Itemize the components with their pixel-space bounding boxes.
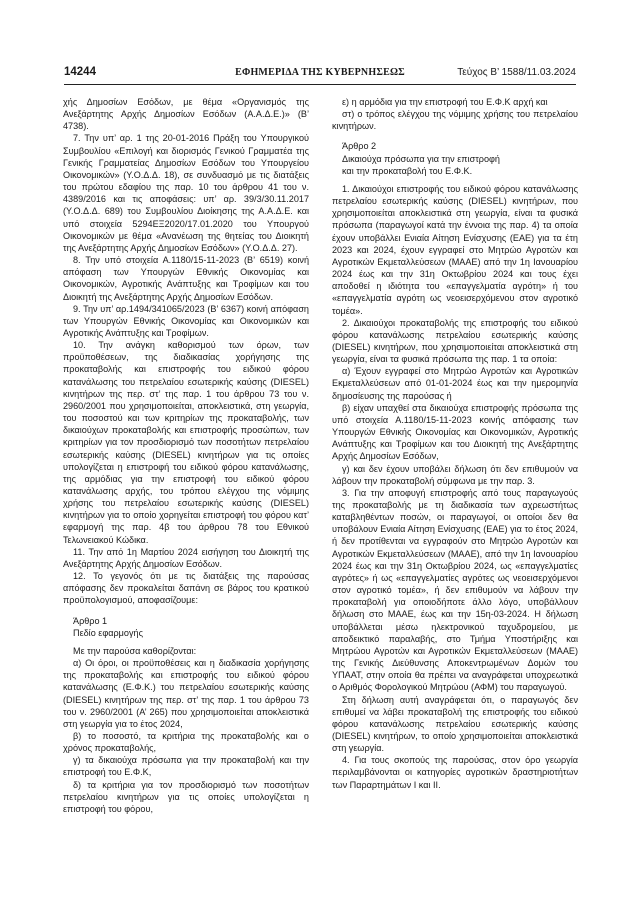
- journal-title: ΕΦΗΜΕΡΙΔΑ ΤΗΣ ΚΥΒΕΡΝΗΣΕΩΣ: [235, 67, 405, 78]
- paragraph: α) Οι όροι, οι προϋποθέσεις και η διαδικασία χορήγησης της προκαταβολής και επιστροφής του ειδικού φόρου κατανάλωσης (Ε.Φ.Κ.) του πετρελαίου εσωτερικής καύσης (DIESEL) κινητήρων της περ. στ’ της παρ. 1 του άρθρου 73 του ν. 2960/2001 (Α’ 265) που χρησιμοποιείται αποκλειστικά στη γεωργία για το έτος 2024,: [63, 658, 309, 729]
- paragraph: δ) τα κριτήρια για τον προσδιορισμό των ποσοτήτων πετρελαίου κινητήρων για τις οποίες υπολογίζεται η επιστροφή του φόρου,: [63, 779, 309, 814]
- article-subtitle: Δικαιούχα πρόσωπα για την επιστροφή: [342, 153, 500, 164]
- paragraph: 2. Δικαιούχοι προκαταβολής της επιστροφής του ειδικού φόρου κατανάλωσης πετρελαίου εσωτερικής καύσης (DIESEL) κινητήρων, που χρησιμοποιείται αποκλειστικά στη γεωργία, είναι τα φυσικά πρόσωπα της παρ. 1 τα οποία:: [332, 317, 578, 365]
- paragraph: στ) ο τρόπος ελέγχου της νόμιμης χρήσης του πετρελαίου κινητήρων.: [332, 109, 578, 132]
- paragraph: 7. Την υπ’ αρ. 1 της 20-01-2016 Πράξη του Υπουργικού Συμβουλίου «Επιλογή και διορισμός Γενικού Γραμματέα της Γενικής Γραμματείας Δημοσίων Εσόδων του Υπουργείου Οικονομικών» (Υ.Ο.Δ.Δ. 18), σε συνδυασμό με τις διατάξεις του πρώτου εδαφίου της παρ. 10 του άρθρου 41 του ν. 4389/2016 και τις αποφάσεις: υπ’ αρ. 39/3/30.11.2017 (Υ.Ο.Δ.Δ. 689) του Συμβουλίου Διοίκησης της Α.Α.Δ.Ε. και υπό στοιχεία 5294ΕΞ2020/17.01.2020 του Υπουργού Οικονομικών με θέμα «Ανανέωση της θητείας του Διοικητή της Ανεξάρτητης Αρχής Δημοσίων Εσόδων» (Υ.Ο.Δ.Δ. 27).: [63, 133, 309, 253]
- article-heading: Άρθρο 2: [342, 141, 377, 152]
- paragraph: β) είχαν υπαχθεί στα δικαιούχα επιστροφής πρόσωπα της υπό στοιχεία Α.1180/15-11-2023 κοινής απόφασης των Υπουργών Εθνικής Οικονομίας και Οικονομικών, Αγροτικής Ανάπτυξης και Τροφίμων και του Διοικητή της Ανεξάρτητης Αρχής Δημοσίων Εσόδων,: [332, 402, 578, 462]
- article-subtitle: Πεδίο εφαρμογής: [73, 627, 143, 638]
- paragraph: 12. Το γεγονός ότι με τις διατάξεις της παρούσας απόφασης δεν προκαλείται δαπάνη σε βάρος του κρατικού προϋπολογισμού, αποφασίζουμε:: [63, 571, 309, 606]
- issue-reference: Τεύχος B’ 1588/11.03.2024: [457, 67, 576, 78]
- paragraph: γ) και δεν έχουν υποβάλει δήλωση ότι δεν επιθυμούν να λάβουν την προκαταβολή σύμφωνα με την παρ. 3.: [332, 463, 578, 486]
- paragraph: Στη δήλωση αυτή αναγράφεται ότι, ο παραγωγός δεν επιθυμεί να λάβει προκαταβολή της επιστροφής του ειδικού φόρου κατανάλωσης πετρελαίου εσωτερικής καύσης (DIESEL) κινητήρων, το οποίο χρησιμοποιείται αποκλειστικά στη γεωργία.: [332, 694, 578, 754]
- paragraph: 11. Την από 1η Μαρτίου 2024 εισήγηση του Διοικητή της Ανεξάρτητης Αρχής Δημοσίων Εσόδων.: [63, 546, 309, 569]
- left-column: [63, 96, 309, 815]
- paragraph: 4. Για τους σκοπούς της παρούσας, στον όρο γεωργία περιλαμβάνονται οι κατηγορίες αγροτικών δραστηριοτήτων των Παραρτημάτων I και II.: [332, 755, 578, 790]
- right-column: [332, 96, 578, 791]
- paragraph: 8. Την υπό στοιχεία Α.1180/15-11-2023 (B’ 6519) κοινή απόφαση των Υπουργών Εθνικής Οικονομίας και Οικονομικών, Αγροτικής Ανάπτυξης και Τροφίμων και του Διοικητή της Ανεξάρτητης Αρχής Δημοσίων Εσόδων.: [63, 255, 309, 302]
- paragraph: χής Δημοσίων Εσόδων, με θέμα «Οργανισμός της Ανεξάρτητης Αρχής Δημοσίων Εσόδων (Α.Α.Δ.Ε.)» (B’ 4738).: [63, 97, 309, 132]
- paragraph: ε) η αρμόδια για την επιστροφή του Ε.Φ.Κ αρχή και: [342, 97, 548, 107]
- paragraph: 3. Για την αποφυγή επιστροφής από τους παραγωγούς της προκαταβολής με τη διαδικασία των αχρεωστήτως καταβληθέντων ποσών, οι παραγωγοί, οι οποίοι δεν θα υποβάλουν Ενιαία Αίτηση Ενίσχυσης (ΕΑΕ) για το έτος 2024, ή δεν προτίθενται να εγγραφούν στο Μητρώο Αγροτών και Αγροτικών Εκμεταλλεύσεων (ΜΑΑΕ), από την 1η Ιανουαρίου 2024 έως και την 31η Οκτωβρίου 2024, ως «επαγγελματίες αγρότες» ή ως «επαγγελματίες αγρότες ως νεοεισερχόμενοι στον αγροτικό τομέα», ή δεν επιθυμούν να λάβουν την προκαταβολή για οποιοδήποτε άλλο λόγο, υποβάλλουν δήλωση στο ΜΑΑΕ, έως και την 15η-03-2024. Η δήλωση υποβάλλεται μέσω ηλεκτρονικού ταχυδρομείου, με αποδεικτικό παραλαβής, στο Τμήμα Υποστήριξης και Μητρώου Αγροτών και Αγροτικών Εκμεταλλεύσεων (ΜΑΑΕ) της Γενικής Διεύθυνσης Αποκεντρωμένων Δομών του ΥΠΑΑΤ, στην οποία θα πρέπει να αναγράφεται υποχρεωτικά ο Αριθμός Φορολογικού Μητρώου (ΑΦΜ) του παραγωγού.: [332, 487, 578, 693]
- header-rule: [64, 84, 576, 85]
- paragraph: Με την παρούσα καθορίζονται:: [73, 645, 197, 656]
- paragraph: 9. Την υπ’ αρ.1494/341065/2023 (B’ 6367) κοινή απόφαση των Υπουργών Εθνικής Οικονομίας και Οικονομικών και Αγροτικής Ανάπτυξης και Τροφίμων.: [63, 303, 309, 338]
- paragraph: 1. Δικαιούχοι επιστροφής του ειδικού φόρου κατανάλωσης πετρελαίου εσωτερικής καύσης (DIESEL) κινητήρων, που χρησιμοποιείται αποκλειστικά στη γεωργία, είναι τα φυσικά πρόσωπα (παραγωγοί κατά την έννοια της παρ. 4) τα οποία έχουν υποβάλλει Ενιαία Αίτηση Ενίσχυσης (ΕΑΕ) για τα έτη 2023 και 2024, έχουν εγγραφεί στο Μητρώο Αγροτών και Αγροτικών Εκμεταλλεύσεων (ΜΑΑΕ) από την 1η Ιανουαρίου 2024 έως και την 31η Οκτωβρίου 2024 και τους έχει αποδοθεί η ιδιότητα του «επαγγελματία αγρότη» ή του «επαγγελματία αγρότη ως νεοεισερχόμενου στον αγροτικό τομέα».: [332, 183, 578, 316]
- article-subtitle: και την προκαταβολή του Ε.Φ.Κ.: [342, 165, 473, 176]
- paragraph: 10. Την ανάγκη καθορισμού των όρων, των προϋποθέσεων, της διαδικασίας χορήγησης της προκαταβολής και επιστροφής του ειδικού φόρου κατανάλωσης του πετρελαίου εσωτερικής καύσης (DIESEL) κινητήρων της περ. στ’ της παρ. 1 του άρθρου 73 του ν. 2960/2001 που χρησιμοποιείται, αποκλειστικά, στη γεωργία, του ποσοστού και των κριτηρίων της προκαταβολής, των δικαιούχων προκαταβολής και επιστροφής προσώπων, των κριτηρίων για τον προσδιορισμό των ποσοτήτων πετρελαίου εσωτερικής καύσης (DIESEL) κινητήρων για τις οποίες υπολογίζεται η επιστροφή του ειδικού φόρου κατανάλωσης, της αρμόδιας για την επιστροφή του ειδικού φόρου κατανάλωσης αρχής, του τρόπου ελέγχου της νόμιμης χρήσης του πετρελαίου εσωτερικής καύσης (DIESEL) κινητήρων για το οποίο χορηγείται επιστροφή του φόρου κατ’ εφαρμογή της παρ. 4β του άρθρου 78 του Εθνικού Τελωνειακού Κώδικα.: [63, 340, 309, 545]
- paragraph: β) το ποσοστό, τα κριτήρια της προκαταβολής και ο χρόνος προκαταβολής,: [63, 730, 309, 754]
- page-number: 14244: [64, 66, 96, 78]
- page-header: [64, 66, 576, 82]
- paragraph: α) Έχουν εγγραφεί στο Μητρώο Αγροτών και Αγροτικών Εκμεταλλεύσεων από 01-01-2024 έως και την ημερομηνία δημοσίευσης της παρούσας ή: [332, 366, 578, 401]
- article-heading: Άρθρο 1: [73, 615, 108, 626]
- paragraph: γ) τα δικαιούχα πρόσωπα για την προκαταβολή και την επιστροφή του Ε.Φ.Κ,: [63, 755, 309, 778]
- article-1-heading-block: [63, 615, 309, 639]
- article-2-heading-block: [332, 140, 578, 176]
